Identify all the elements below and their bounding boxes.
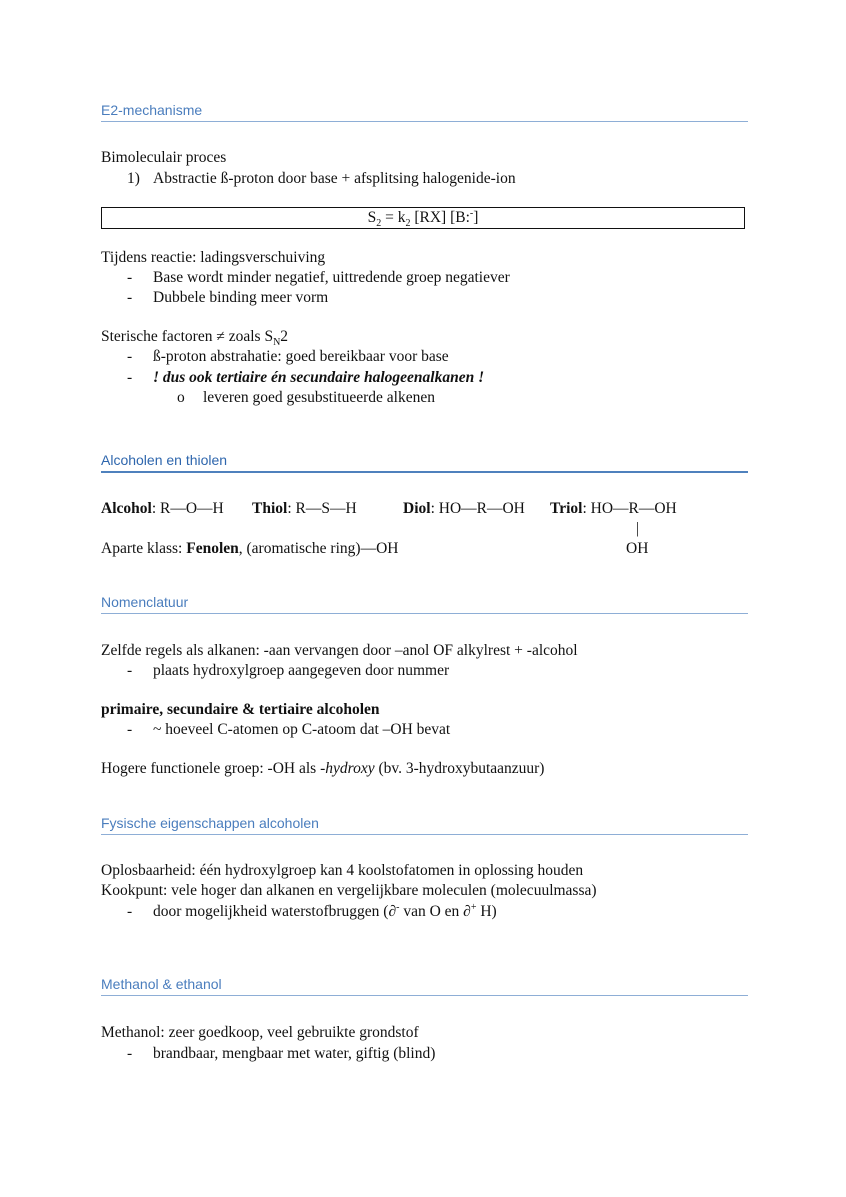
alcohol-definition [101,500,224,518]
rate-rest: [RX] [B: [410,209,470,226]
reaction-line: Tijdens reactie: ladingsverschuiving [101,249,326,266]
heading-nomenclatuur: Nomenclatuur [101,594,748,614]
steric-sub: N [273,337,281,349]
diol-formula: : HO—R—OH [430,500,525,517]
thiol-formula: : R—S—H [287,500,357,517]
rate-s-sub: 2 [376,218,382,230]
bullet-proton: ß-proton abstrahatie: goed bereikbaar voor base [153,348,449,365]
dash-marker: - [127,903,133,920]
methanol-line: Methanol: zeer goedkoop, veel gebruikte grondstof [101,1024,419,1041]
bullet-base: Base wordt minder negatief, uittredende groep negatiever [153,269,510,286]
triol-label: Triol [550,500,583,517]
hydroxy-term: -hydroxy [320,760,375,777]
aparte-klass-line [101,540,398,558]
steric-text: Sterische factoren ≠ zoals S [101,328,274,345]
rate-equation-box [101,207,745,229]
hb-prefix: door mogelijkheid waterstofbruggen (∂ [153,903,397,920]
dash-marker: - [127,289,133,306]
rate-s: S [367,209,377,226]
sub-bullet-alkenes: leveren goed gesubstitueerde alkenen [203,389,435,406]
alcohol-label: Alcohol [101,500,152,517]
e2-intro: Bimoleculair proces [101,149,227,166]
bullet-tertiary: ! dus ook tertiaire én secundaire halogeenalkanen ! [153,369,485,386]
steric-tail: 2 [280,328,289,345]
bullet-hydroxyl-number: plaats hydroxylgroep aangegeven door nummer [153,662,450,679]
bullet-hydrogen-bonds [153,903,497,921]
steric-line [101,328,289,349]
hb-sup-minus: - [396,901,400,913]
fenolen-label: Fenolen [186,540,239,557]
rate-k-sub: 2 [405,218,411,230]
dash-marker: - [127,348,133,365]
diol-label: Diol [403,500,431,517]
sub-bullet-marker: o [177,389,185,406]
rate-close: ] [473,209,479,226]
thiol-label: Thiol [252,500,288,517]
heading-physical-properties: Fysische eigenschappen alcoholen [101,815,748,835]
solubility-line: Oplosbaarheid: één hydroxylgroep kan 4 koolstofatomen in oplossing houden [101,862,584,879]
dash-marker: - [127,269,133,286]
dash-marker: - [127,662,133,679]
alcohol-formula: : R—O—H [151,500,224,517]
hb-mid: van O en ∂ [399,903,471,920]
nomenclature-rule: Zelfde regels als alkanen: -aan vervangen door –anol OF alkylrest + -alcohol [101,642,578,659]
aparte-tail: , (aromatische ring)—OH [238,540,399,557]
thiol-definition [252,500,357,518]
triol-branch-oh: OH [626,540,649,557]
hb-sup-plus: + [470,901,477,913]
triol-definition [550,500,677,518]
bullet-double-bond: Dubbele binding meer vorm [153,289,329,306]
alcohol-classes-title: primaire, secundaire & tertiaire alcoholen [101,701,380,718]
diol-definition [403,500,525,518]
heading-methanol: Methanol & ethanol [101,976,748,996]
aparte-prefix: Aparte klass: [101,540,187,557]
dash-marker: - [127,369,133,386]
higher-prefix: Hogere functionele groep: -OH als [101,760,321,777]
higher-group-line [101,760,544,778]
triol-branch-bar: | [636,520,640,537]
boiling-point-line: Kookpunt: vele hoger dan alkanen en vergelijkbare moleculen (molecuulmassa) [101,882,597,899]
bullet-methanol-properties: brandbaar, mengbaar met water, giftig (blind) [153,1045,436,1062]
dash-marker: - [127,721,133,738]
rate-eq: = k [381,209,406,226]
dash-marker: - [127,1045,133,1062]
hb-tail: H) [476,903,497,920]
rate-b-sup: - [469,207,474,219]
higher-tail: (bv. 3-hydroxybutaanzuur) [374,760,545,777]
bullet-c-atoms: ~ hoeveel C-atomen op C-atoom dat –OH bevat [153,721,451,738]
heading-e2: E2-mechanisme [101,102,748,122]
triol-formula: : HO—R—OH [582,500,677,517]
e2-step-text: Abstractie ß-proton door base + afsplitsing halogenide-ion [153,170,516,187]
heading-alcohols: Alcoholen en thiolen [101,452,748,473]
e2-step-number: 1) [127,170,140,187]
